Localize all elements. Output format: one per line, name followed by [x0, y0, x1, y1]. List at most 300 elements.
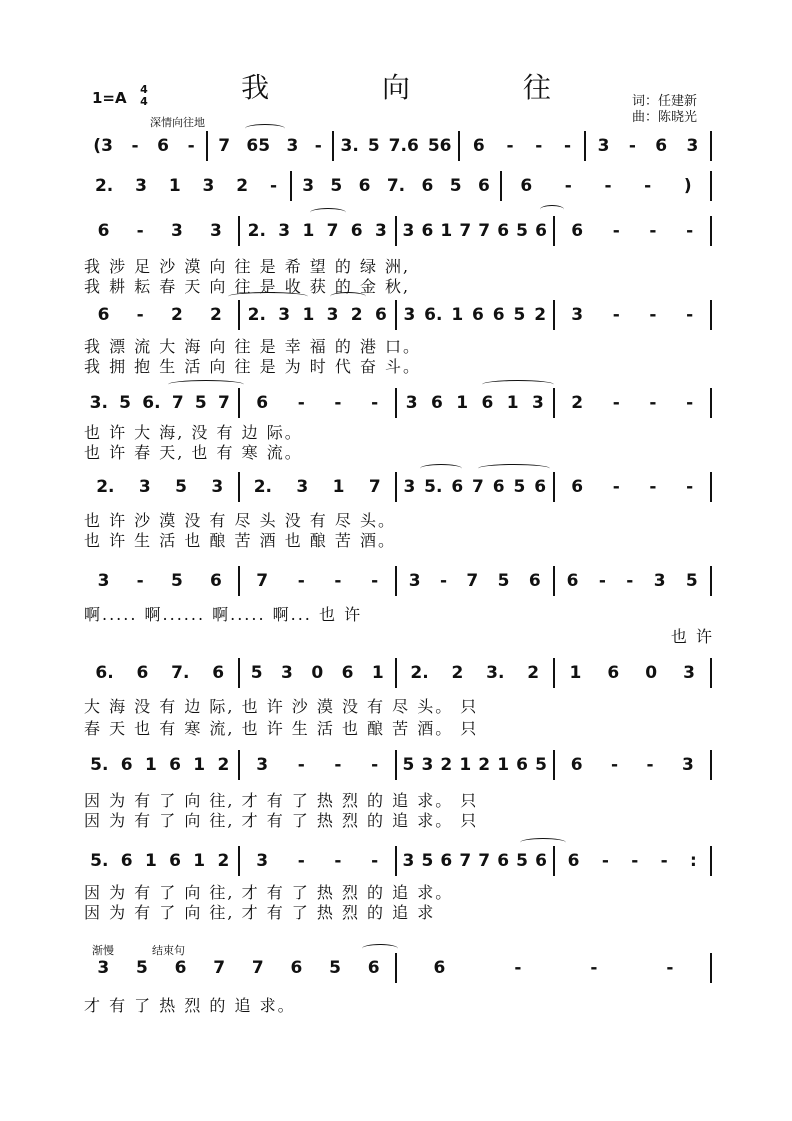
note: 56	[427, 136, 452, 156]
note: 7.6	[388, 136, 419, 156]
key-signature: 1=A	[92, 89, 127, 107]
note: 3	[374, 221, 387, 241]
note: 2.	[94, 176, 114, 196]
note: -	[590, 958, 598, 978]
note: 7	[459, 851, 472, 871]
bar-line	[395, 566, 397, 596]
measure	[242, 848, 394, 874]
note: -	[334, 571, 342, 591]
note: 3	[326, 305, 339, 325]
slur-mark	[168, 380, 244, 389]
note: 6	[358, 176, 371, 196]
note: 6	[290, 958, 303, 978]
measure	[557, 848, 709, 874]
measure	[242, 568, 394, 594]
note: -	[514, 958, 522, 978]
note: 6	[350, 221, 363, 241]
note: 6	[451, 477, 464, 497]
bar-line	[710, 300, 712, 330]
slur-mark	[310, 208, 346, 217]
note: 7	[218, 393, 230, 413]
measure	[557, 218, 709, 244]
lyrics-verse-2: 我 耕 耘 春 天 向 往 是 收 获 的 金 秋,	[84, 277, 411, 296]
bar-line	[238, 472, 240, 502]
measure	[336, 133, 456, 159]
measure	[242, 752, 394, 778]
lyrics-verse-2: 也 许 生 活 也 酿 苦 酒 也 酿 苦 酒。	[84, 531, 396, 550]
meter-top: 4	[140, 83, 148, 96]
note: 2	[170, 305, 183, 325]
composer: 曲：陈晓光	[632, 110, 698, 125]
bar-line	[395, 750, 397, 780]
note: 3	[571, 305, 584, 325]
note: 5	[516, 221, 529, 241]
note: 3	[211, 477, 224, 497]
note: 6	[120, 755, 133, 775]
note: 2	[236, 176, 249, 196]
note: 3	[402, 221, 415, 241]
note: 5.	[90, 755, 109, 775]
bar-line	[710, 953, 712, 983]
notation-line	[84, 133, 714, 159]
measure	[557, 474, 709, 500]
note: 3	[286, 136, 299, 156]
measure	[84, 568, 236, 594]
note: 3	[138, 477, 151, 497]
note: 6	[481, 393, 494, 413]
measure	[504, 173, 708, 199]
measure	[399, 390, 551, 416]
slur-mark	[330, 292, 366, 301]
note: -	[686, 393, 694, 413]
note: 6	[607, 663, 620, 683]
note: 6	[421, 221, 434, 241]
note: 6	[174, 958, 187, 978]
measure	[399, 752, 551, 778]
note: 2	[451, 663, 464, 683]
notation-line	[84, 955, 714, 981]
note: 6	[256, 393, 269, 413]
bar-line	[395, 846, 397, 876]
measure	[84, 133, 204, 159]
notation-line	[84, 474, 714, 500]
note: -	[601, 851, 609, 871]
note: 6	[520, 176, 533, 196]
measure	[399, 848, 551, 874]
note: 7	[251, 958, 264, 978]
note: -	[334, 851, 342, 871]
bar-line	[332, 131, 334, 161]
measure	[242, 390, 394, 416]
note: 7	[256, 571, 269, 591]
note: 5	[136, 958, 148, 978]
note: 6	[535, 221, 547, 241]
note: -	[314, 136, 322, 156]
note: 7	[213, 958, 226, 978]
lyrics-verse-2: 也 许 春 天, 也 有 寒 流。	[84, 443, 303, 462]
note: 1	[371, 663, 384, 683]
note: 7	[171, 393, 184, 413]
notation-line	[84, 848, 714, 874]
lyrics-verse-1: 因 为 有 了 向 往, 才 有 了 热 烈 的 追 求。 只	[84, 791, 479, 810]
lyrics-verse-1: 也 许 沙 漠 没 有 尽 头 没 有 尽 头。	[84, 511, 396, 530]
note: -	[686, 477, 694, 497]
note: -	[371, 755, 379, 775]
time-signature	[138, 84, 150, 108]
bar-line	[710, 846, 712, 876]
note: 6	[571, 221, 584, 241]
note: 3	[278, 221, 291, 241]
measure	[399, 218, 551, 244]
note: 3.	[340, 136, 359, 156]
note: 3	[135, 176, 147, 196]
measure	[399, 955, 708, 981]
note: -	[334, 393, 342, 413]
note: 6	[535, 851, 547, 871]
measure	[84, 660, 236, 686]
note: -	[371, 851, 379, 871]
note: 5	[516, 851, 529, 871]
bar-line	[553, 658, 555, 688]
note: -	[506, 136, 514, 156]
bar-line	[395, 953, 397, 983]
note: 3	[408, 571, 421, 591]
note: (3	[93, 136, 113, 156]
note: -	[666, 958, 674, 978]
note: -	[564, 136, 572, 156]
note: -	[535, 136, 543, 156]
bar-line	[553, 846, 555, 876]
lyrics-verse-2: 因 为 有 了 向 往, 才 有 了 热 烈 的 追 求	[84, 903, 436, 922]
note: 2	[534, 305, 547, 325]
bar-line	[553, 300, 555, 330]
note: )	[683, 176, 692, 196]
lyrics-verse-2: 春 天 也 有 寒 流, 也 许 生 活 也 酿 苦 酒。 只	[84, 719, 479, 738]
note: 6	[528, 571, 541, 591]
lyrics-verse-1: 也 许 大 海, 没 有 边 际。	[84, 423, 303, 442]
bar-line	[238, 216, 240, 246]
note: 3	[597, 136, 610, 156]
bar-line	[238, 300, 240, 330]
note: 6	[169, 851, 181, 871]
note: 3	[686, 136, 699, 156]
note: -	[297, 851, 305, 871]
note: 6	[440, 851, 453, 871]
bar-line	[710, 750, 712, 780]
note: 7	[459, 221, 472, 241]
note: 2.	[247, 305, 266, 325]
note: 3	[681, 755, 694, 775]
note: 5	[497, 571, 510, 591]
slowing-mark: 渐慢	[92, 944, 114, 957]
bar-line	[553, 388, 555, 418]
note: -	[131, 136, 139, 156]
note: 2	[217, 755, 230, 775]
note: 6	[421, 176, 434, 196]
measure	[242, 474, 394, 500]
bar-line	[206, 131, 208, 161]
lyrics-verse-1: 我 漂 流 大 海 向 往 是 幸 福 的 港 口。	[84, 337, 422, 356]
measure	[242, 302, 394, 328]
slur-mark	[245, 124, 285, 133]
note: 6.	[95, 663, 114, 683]
note: -	[686, 221, 694, 241]
measure	[84, 173, 288, 199]
lyrics-verse-1: 因 为 有 了 向 往, 才 有 了 热 烈 的 追 求。	[84, 883, 454, 902]
meter-bottom: 4	[140, 95, 148, 108]
note: 6.	[142, 393, 161, 413]
note: -	[136, 305, 144, 325]
note: 6	[341, 663, 354, 683]
note: 1	[451, 305, 464, 325]
note: -	[649, 305, 657, 325]
note: :	[690, 851, 697, 871]
note: 3	[421, 755, 434, 775]
note: 5	[119, 393, 132, 413]
measure	[588, 133, 708, 159]
note: -	[646, 755, 654, 775]
note: -	[626, 571, 634, 591]
note: -	[604, 176, 612, 196]
note: 1	[168, 176, 181, 196]
note: 3	[403, 305, 416, 325]
bar-line	[238, 750, 240, 780]
measure	[557, 302, 709, 328]
bar-line	[238, 846, 240, 876]
lyrics-verse-2: 因 为 有 了 向 往, 才 有 了 热 烈 的 追 求。 只	[84, 811, 479, 830]
note: -	[628, 136, 636, 156]
note: 7	[326, 221, 339, 241]
note: -	[612, 221, 620, 241]
note: 6	[472, 136, 485, 156]
note: 7	[218, 136, 231, 156]
note: 1	[440, 221, 453, 241]
bar-line	[458, 131, 460, 161]
note: 65	[246, 136, 271, 156]
bar-line	[553, 472, 555, 502]
note: 5.	[424, 477, 443, 497]
note: 3	[281, 663, 293, 683]
note: 0	[311, 663, 324, 683]
note: 6	[492, 305, 505, 325]
note: 2	[350, 305, 363, 325]
note: 6	[566, 571, 579, 591]
bar-line	[553, 216, 555, 246]
note: -	[439, 571, 448, 591]
bar-line	[238, 566, 240, 596]
note: 1	[569, 663, 582, 683]
note: 6	[430, 393, 443, 413]
measure	[242, 660, 394, 686]
notation-line	[84, 173, 714, 199]
notation-line	[84, 218, 714, 244]
note: -	[297, 755, 305, 775]
note: 1	[193, 755, 206, 775]
note: 7	[478, 851, 491, 871]
note: 0	[645, 663, 658, 683]
note: -	[612, 305, 620, 325]
note: 6	[571, 477, 584, 497]
note: -	[136, 571, 144, 591]
bar-line	[710, 388, 712, 418]
measure	[242, 218, 394, 244]
lyrics-verse-1: 大 海 没 有 边 际, 也 许 沙 漠 没 有 尽 头。 只	[84, 697, 479, 716]
note: 1	[459, 755, 472, 775]
note: 5	[329, 958, 341, 978]
bar-line	[710, 131, 712, 161]
note: 6	[136, 663, 149, 683]
note: 3.	[486, 663, 505, 683]
note: 5	[513, 305, 526, 325]
slur-mark	[478, 464, 550, 473]
bar-line	[395, 388, 397, 418]
note: 2	[527, 663, 540, 683]
note: 1	[332, 477, 345, 497]
note: -	[612, 393, 620, 413]
note: 5	[170, 571, 183, 591]
note: 3	[170, 221, 183, 241]
note: 3	[202, 176, 215, 196]
note: 6	[169, 755, 181, 775]
note: 6	[97, 221, 110, 241]
bar-line	[500, 171, 502, 201]
note: 2	[217, 851, 230, 871]
note: 3	[256, 851, 269, 871]
note: -	[686, 305, 694, 325]
note: 1	[302, 305, 315, 325]
note: -	[644, 176, 652, 196]
note: 3	[256, 755, 269, 775]
note: 6	[472, 305, 484, 325]
note: 1	[506, 393, 519, 413]
bar-line	[238, 658, 240, 688]
measure	[399, 568, 551, 594]
slur-mark	[482, 380, 554, 389]
note: -	[371, 571, 379, 591]
note: 7	[472, 477, 484, 497]
note: -	[269, 176, 278, 196]
bar-line	[553, 566, 555, 596]
measure	[399, 302, 551, 328]
note: 1	[456, 393, 469, 413]
measure	[84, 955, 393, 981]
note: 1	[193, 851, 206, 871]
bar-line	[710, 658, 712, 688]
note: 5	[535, 755, 547, 775]
note: 2	[440, 755, 453, 775]
note: 6	[157, 136, 169, 156]
slur-mark	[420, 464, 462, 473]
note: 3	[405, 393, 418, 413]
note: -	[187, 136, 195, 156]
note: 3	[531, 393, 544, 413]
note: 3.	[89, 393, 108, 413]
measure	[557, 660, 709, 686]
measure	[84, 474, 236, 500]
bar-line	[395, 300, 397, 330]
note: 7	[466, 571, 479, 591]
note: 5	[402, 755, 415, 775]
note: 1	[497, 755, 510, 775]
note: 5.	[90, 851, 109, 871]
note: -	[612, 477, 620, 497]
note: 2.	[96, 477, 115, 497]
note: 3	[302, 176, 315, 196]
note: 6	[212, 663, 225, 683]
ending-mark: 结束句	[152, 944, 185, 957]
note: 6	[655, 136, 668, 156]
lyrics-verse-1: 啊..... 啊...... 啊..... 啊... 也 许	[84, 605, 363, 624]
measure	[84, 390, 236, 416]
measure	[210, 133, 330, 159]
measure	[399, 474, 551, 500]
note: 5	[367, 136, 380, 156]
note: 1	[144, 755, 157, 775]
note: -	[136, 221, 144, 241]
lyrics-verse-1: 才 有 了 热 烈 的 追 求。	[84, 996, 296, 1015]
note: 1	[144, 851, 157, 871]
measure	[557, 568, 709, 594]
bar-line	[553, 750, 555, 780]
note: -	[334, 755, 342, 775]
measure	[557, 390, 709, 416]
slur-mark	[228, 292, 308, 301]
measure	[84, 848, 236, 874]
note: 3	[278, 305, 291, 325]
note: -	[649, 393, 657, 413]
note: 6	[497, 851, 510, 871]
measure	[294, 173, 498, 199]
lyrics-verse-2: 也 许	[670, 627, 714, 646]
bar-line	[290, 171, 292, 201]
note: 6	[210, 571, 222, 591]
note: 7.	[386, 176, 406, 196]
measure	[84, 218, 236, 244]
note: 2.	[247, 221, 266, 241]
note: 7	[478, 221, 491, 241]
note: 6.	[424, 305, 443, 325]
note: -	[660, 851, 668, 871]
note: 3	[97, 571, 110, 591]
song-title: 我 向 往	[241, 71, 603, 104]
note: -	[631, 851, 639, 871]
note: 2.	[410, 663, 429, 683]
note: -	[649, 477, 657, 497]
note: 3	[653, 571, 666, 591]
measure	[462, 133, 582, 159]
note: 6	[534, 477, 547, 497]
notation-line	[84, 302, 714, 328]
note: 5	[685, 571, 698, 591]
note: -	[564, 176, 572, 196]
note: -	[598, 571, 606, 591]
note: 5	[449, 176, 462, 196]
note: -	[297, 393, 305, 413]
note: -	[649, 221, 657, 241]
lyrics-verse-2: 我 拥 抱 生 活 向 往 是 为 时 代 奋 斗。	[84, 357, 422, 376]
note: -	[610, 755, 619, 775]
notation-line	[84, 568, 714, 594]
note: -	[297, 571, 305, 591]
note: -	[371, 393, 379, 413]
note: 5	[513, 477, 526, 497]
note: 3	[683, 663, 695, 683]
note: 6	[497, 221, 510, 241]
note: 6	[570, 755, 583, 775]
note: 5	[421, 851, 434, 871]
note: 6	[516, 755, 529, 775]
note: 6	[374, 305, 387, 325]
